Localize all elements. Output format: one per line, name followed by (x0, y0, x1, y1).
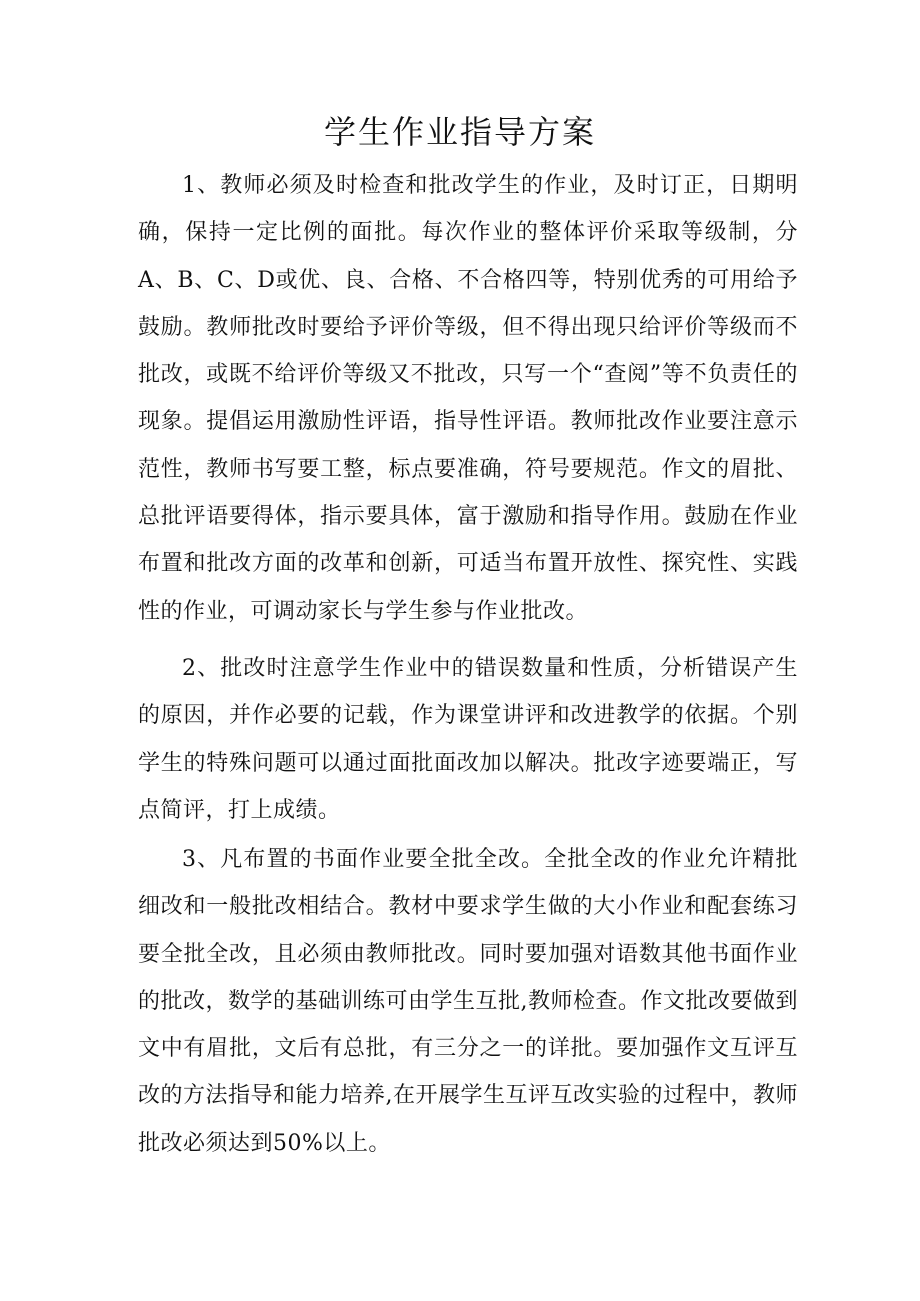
paragraph-2: 2、批改时注意学生作业中的错误数量和性质，分析错误产生的原因，并作必要的记载，作为课堂讲评和改进教学的依据。个别学生的特殊问题可以通过面批面改加以解决。批改字迹要端正，写点简评，打上成绩。 (138, 656, 798, 823)
paragraph-3: 3、凡布置的书面作业要全批全改。全批全改的作业允许精批细改和一般批改相结合。教材中要求学生做的大小作业和配套练习要全批全改，且必须由教师批改。同时要加强对语数其他书面作业的批改，数学的基础训练可由学生互批,教师检查。作文批改要做到文中有眉批，文后有总批，有三分之一的详批。要加强作文互评互改的方法指导和能力培养,在开展学生互评互改实验的过程中，教师批改必须达到50%以上。 (138, 847, 798, 1156)
document-title: 学生作业指导方案 (323, 113, 596, 151)
paragraph-1: 1、教师必须及时检查和批改学生的作业，及时订正，日期明确，保持一定比例的面批。每次作业的整体评价采取等级制，分A、B、C、D或优、良、合格、不合格四等，特别优秀的可用给予鼓励。教师批改时要给予评价等级，但不得出现只给评价等级而不批改，或既不给评价等级又不批改，只写一个“查阅”等不负责任的现象。提倡运用激励性评语，指导性评语。教师批改作业要注意示范性，教师书写要工整，标点要准确，符号要规范。作文的眉批、总批评语要得体，指示要具体，富于激励和指导作用。鼓励在作业布置和批改方面的改革和创新，可适当布置开放性、探究性、实践性的作业，可调动家长与学生参与作业批改。 (138, 173, 798, 624)
